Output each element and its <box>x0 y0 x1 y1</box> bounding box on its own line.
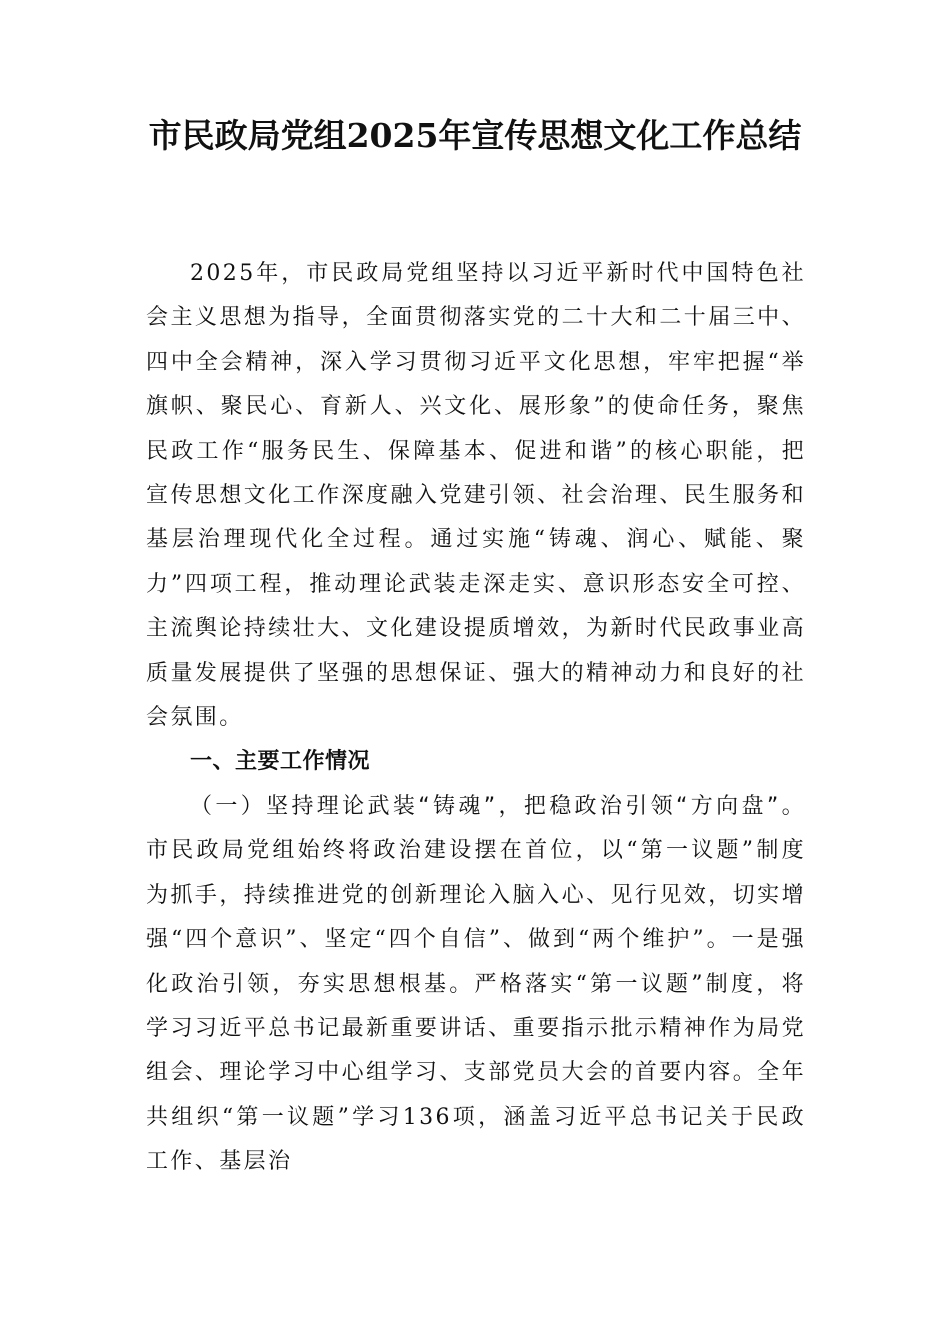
intro-paragraph: 2025年，市民政局党组坚持以习近平新时代中国特色社会主义思想为指导，全面贯彻落实党的二十大和二十届三中、四中全会精神，深入学习贯彻习近平文化思想，牢牢把握“举旗帜、聚民心、育新人、兴文化、展形象”的使命任务，聚焦民政工作“服务民生、保障基本、促进和谐”的核心职能，把宣传思想文化工作深度融入党建引领、社会治理、民生服务和基层治理现代化全过程。通过实施“铸魂、润心、赋能、聚力”四项工程，推动理论武装走深走实、意识形态安全可控、主流舆论持续壮大、文化建设提质增效，为新时代民政事业高质量发展提供了坚强的思想保证、强大的精神动力和良好的社会氛围。 <box>146 261 806 731</box>
section-heading-main-work: 一、主要工作情况 <box>190 749 371 775</box>
subsection-paragraph-1 <box>146 785 806 1185</box>
subsection-body: 市民政局党组始终将政治建设摆在首位，以“第一议题”制度为抓手，持续推进党的创新理论入脑入心、见行见效，切实增强“四个意识”、坚定“四个自信”、做到“两个维护”。一是强化政治引领，夯实思想根基。严格落实“第一议题”制度，将学习习近平总书记最新重要讲话、重要指示批示精神作为局党组会、理论学习中心组学习、支部党员大会的首要内容。全年共组织“第一议题”学习136项，涵盖习近平总书记关于民政工作、基层治 <box>146 838 806 1175</box>
subsection-lead: （一）坚持理论武装“铸魂”，把稳政治引领“方向盘”。 <box>190 793 806 819</box>
document-title: 市民政局党组2025年宣传思想文化工作总结 <box>148 116 802 155</box>
document-body <box>146 252 806 1185</box>
